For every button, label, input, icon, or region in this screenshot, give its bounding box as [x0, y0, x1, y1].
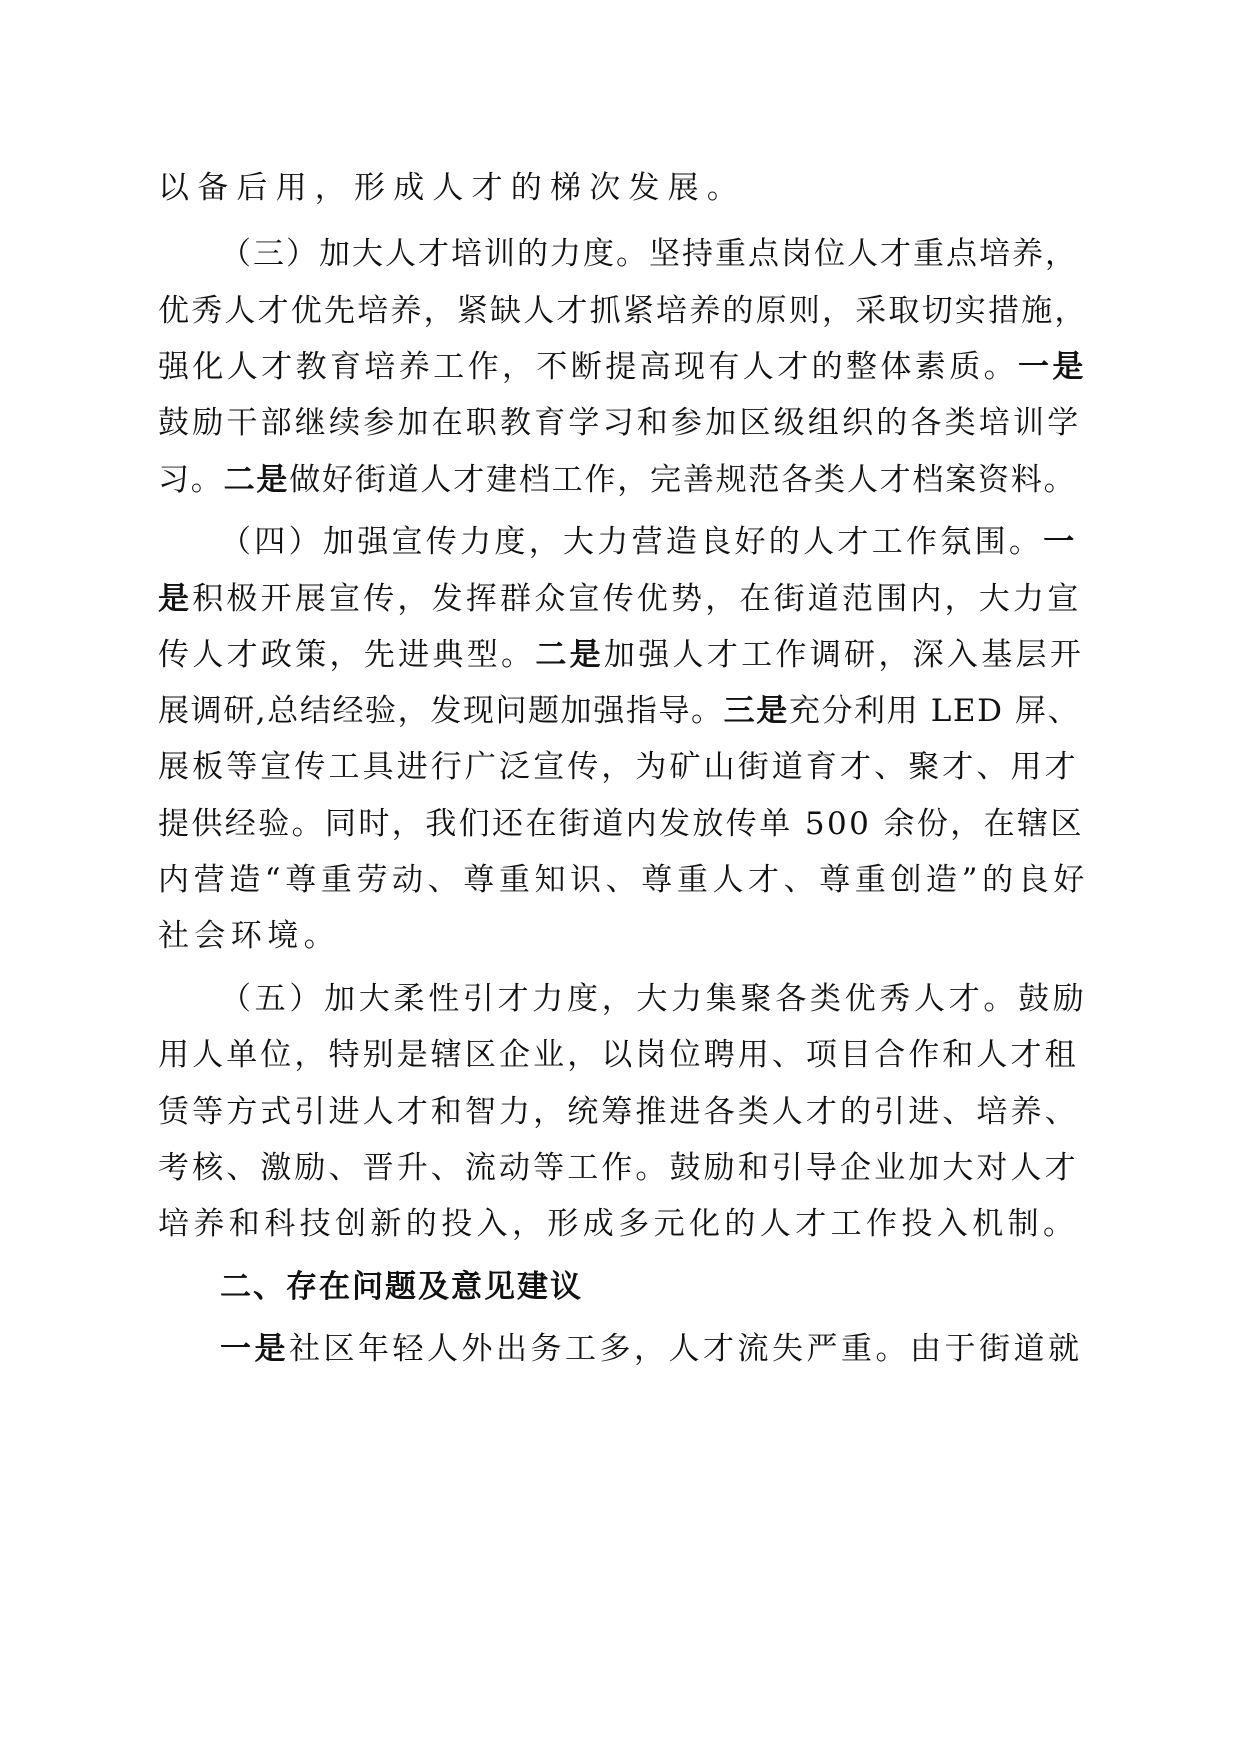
paragraph-heading-5	[220, 975, 1088, 1023]
emphasis-text: 一	[1043, 524, 1078, 560]
text-span: 展调研,总结经验，发现问题加强指导。	[158, 693, 724, 729]
emphasis-text: 一是	[220, 1331, 289, 1367]
text-span: 社区年轻人外出务工多，人才流失严重。由于街道就	[289, 1331, 1083, 1367]
section-heading-text: 二、存在问题及意见建议	[220, 1269, 583, 1305]
text-line	[158, 399, 1088, 447]
text-span: 提供经验。同时，我们还在街道内发放传单 500 余份，在辖区	[158, 806, 1084, 842]
text-line	[158, 287, 1088, 335]
text-line	[158, 1088, 1088, 1136]
text-span: 充分利用 LED 屏、	[788, 693, 1081, 729]
text-span: 用人单位，特别是辖区企业，以岗位聘用、项目合作和人才租	[158, 1037, 1079, 1073]
text-span: 做好街道人才建档工作，完善规范各类人才档案资料。	[289, 462, 1077, 498]
text-span: 强化人才教育培养工作，不断提高现有人才的整体素质。	[158, 349, 1018, 385]
text-line	[158, 912, 1088, 960]
text-line	[158, 856, 1088, 904]
text-line	[158, 456, 1088, 504]
text-span: 培养和科技创新的投入，形成多元化的人才工作投入机制。	[158, 1206, 1079, 1242]
text-span: （五）加大柔性引才力度，大力集聚各类优秀人才。鼓励	[220, 981, 1088, 1017]
text-span: （三）加大人才培训的力度。坚持重点岗位人才重点培养，	[220, 236, 1078, 272]
text-span: 加强人才工作调研，深入基层开	[603, 637, 1085, 673]
text-line	[158, 164, 1088, 212]
emphasis-text: 一是	[1018, 349, 1087, 385]
paragraph-heading-3	[220, 230, 1088, 278]
paragraph-heading-4	[220, 518, 1088, 566]
text-span: 优秀人才优先培养，紧缺人才抓紧培养的原则，采取切实措施，	[158, 293, 1088, 329]
text-line	[158, 687, 1088, 735]
text-line	[158, 1200, 1088, 1248]
emphasis-text: 二是	[535, 637, 604, 673]
emphasis-text: 是	[158, 581, 193, 617]
emphasis-text: 三是	[723, 693, 789, 729]
text-line	[158, 800, 1088, 848]
text-line	[158, 1144, 1088, 1192]
text-span: （四）加强宣传力度，大力营造良好的人才工作氛围。	[220, 524, 1044, 560]
text-span: 考核、激励、晋升、流动等工作。鼓励和引导企业加大对人才	[158, 1150, 1079, 1186]
emphasis-text: 二是	[223, 462, 290, 498]
text-line	[220, 1325, 1088, 1373]
text-span: 习。	[158, 462, 224, 498]
text-line	[158, 1031, 1088, 1079]
text-span: 传人才政策，先进典型。	[158, 637, 536, 673]
text-span: 鼓励干部继续参加在职教育学习和参加区级组织的各类培训学	[158, 405, 1082, 441]
text-line	[158, 743, 1088, 791]
text-span: 展板等宣传工具进行广泛宣传，为矿山街道育才、聚才、用才	[158, 749, 1079, 785]
text-span: 内营造“尊重劳动、尊重知识、尊重人才、尊重创造”的良好	[158, 862, 1089, 898]
text-span: 以备后用，形成人才的梯次发展。	[158, 170, 746, 206]
text-span: 赁等方式引进人才和智力，统筹推进各类人才的引进、培养、	[158, 1094, 1079, 1130]
text-line	[158, 343, 1088, 391]
text-line	[158, 575, 1088, 623]
text-span: 积极开展宣传，发挥群众宣传优势，在街道范围内，大力宣	[192, 581, 1082, 617]
text-span: 社会环境。	[158, 918, 340, 954]
section-heading	[220, 1263, 1088, 1311]
text-line	[158, 631, 1088, 679]
